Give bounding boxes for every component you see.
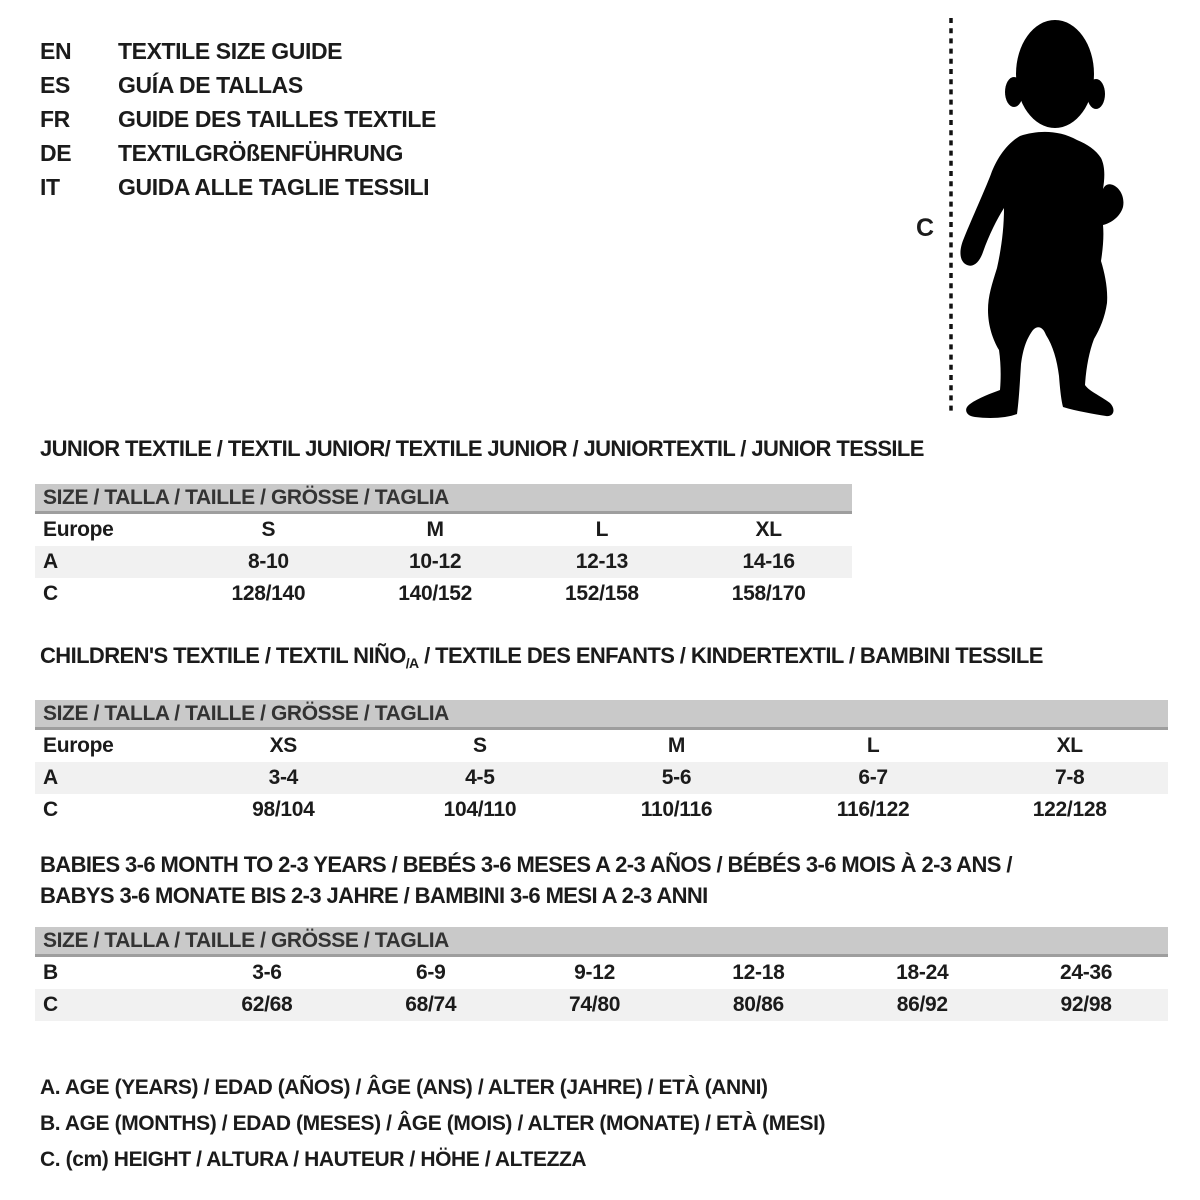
language-code: FR [40,105,70,132]
legend-line-height: C. (cm) HEIGHT / ALTURA / HAUTEUR / HÖHE / ALTEZZA [40,1148,587,1171]
size-header-label: SIZE / TALLA / TAILLE / GRÖSSE / TAGLIA [43,929,449,952]
junior-textile-section [35,436,924,610]
language-code: DE [40,139,72,166]
language-row [40,170,436,204]
table-cell: 10-12 [409,550,462,573]
table-cell: 4-5 [465,766,495,789]
table-cell: 24-36 [1059,961,1113,984]
table-cell: 62/68 [241,993,293,1016]
table-cell: 74/80 [569,993,621,1016]
language-code: IT [40,173,60,200]
language-code: ES [40,71,70,98]
language-row [40,102,436,136]
table-cell: 12-18 [732,961,785,984]
table-cell: L [595,518,609,541]
title-part: / TEXTILE DES ENFANTS / KINDERTEXTIL / BAMBINI TESSILE [418,643,1043,668]
language-row [40,136,436,170]
table-cell: XL [1056,734,1083,757]
babies-section-title-line2: BABYS 3-6 MONATE BIS 2-3 JAHRE / BAMBINI 3-6 MESI A 2-3 ANNI [40,883,708,908]
table-row-age-months [35,957,1168,989]
childrens-size-table [35,700,1168,826]
table-cell: S [261,518,276,541]
row-label: Europe [43,734,114,757]
size-header-bar [35,700,1168,730]
table-cell: M [667,734,686,757]
table-cell: 8-10 [247,550,289,573]
table-cell: 80/86 [732,993,784,1016]
figure-height-label: C [916,214,935,242]
table-cell: 14-16 [742,550,795,573]
table-cell: 3-6 [252,961,282,984]
table-cell: S [473,734,487,757]
table-cell: 158/170 [731,582,806,605]
table-cell: 122/128 [1032,798,1107,821]
childrens-textile-section [35,645,1168,826]
size-header-label: SIZE / TALLA / TAILLE / GRÖSSE / TAGLIA [43,486,449,509]
table-cell: 7-8 [1054,766,1085,789]
babies-size-table [35,927,1168,1021]
junior-section-title: JUNIOR TEXTILE / TEXTIL JUNIOR/ TEXTILE JUNIOR / JUNIORTEXTIL / JUNIOR TESSILE [40,436,924,461]
legend-line-age-years: A. AGE (YEARS) / EDAD (AÑOS) / ÂGE (ANS) / ALTER (JAHRE) / ETÀ (ANNI) [40,1076,768,1099]
table-cell: 98/104 [252,798,315,821]
table-row-height-cm [35,989,1168,1021]
language-title: GUIDA ALLE TAGLIE TESSILI [118,173,430,200]
table-row-height-cm [35,794,1168,826]
babies-section-title-line1: BABIES 3-6 MONTH TO 2-3 YEARS / BEBÉS 3-6 MESES A 2-3 AÑOS / BÉBÉS 3-6 MOIS À 2-3 ANS / [40,852,1012,877]
toddler-silhouette-figure [900,8,1160,420]
table-row-europe [35,730,1168,762]
row-label: A [43,550,58,573]
row-label: C [43,582,58,605]
table-cell: 6-7 [858,766,888,789]
junior-size-table [35,484,852,610]
language-code: EN [40,37,72,64]
row-label: Europe [43,518,114,541]
title-subscript: /A [405,655,419,671]
table-cell: 140/152 [398,582,473,605]
toddler-silhouette [960,20,1123,418]
table-cell: 18-24 [896,961,949,984]
table-cell: 152/158 [564,582,639,605]
language-title: TEXTILE SIZE GUIDE [118,37,343,64]
language-row [40,34,436,68]
table-cell: 3-4 [268,766,299,789]
row-label: C [43,993,58,1016]
table-cell: 6-9 [416,961,446,984]
row-label: C [43,798,58,821]
table-cell: 92/98 [1060,993,1112,1016]
title-part: CHILDREN'S TEXTILE / TEXTIL NIÑO [40,643,406,668]
language-title-list [40,34,436,204]
table-row-age-years [35,762,1168,794]
row-label: A [43,766,58,789]
table-cell: 5-6 [661,766,692,789]
table-row-europe [35,514,852,546]
table-row-height-cm [35,578,852,610]
row-label: B [43,961,58,984]
language-title: TEXTILGRÖßENFÜHRUNG [118,139,403,166]
size-header-bar [35,927,1168,957]
language-title: GUÍA DE TALLAS [118,71,303,98]
table-cell: L [866,734,880,757]
table-cell: XL [755,518,782,541]
size-header-label: SIZE / TALLA / TAILLE / GRÖSSE / TAGLIA [43,702,449,725]
table-cell: M [426,518,444,541]
table-cell: 86/92 [896,993,948,1016]
table-cell: 12-13 [575,550,628,573]
table-cell: 68/74 [405,993,457,1016]
table-cell: 128/140 [231,582,306,605]
babies-textile-section [35,849,1168,1021]
table-cell: 104/110 [443,798,517,821]
table-row-age-years [35,546,852,578]
table-cell: 110/116 [640,798,713,821]
legend-line-age-months: B. AGE (MONTHS) / EDAD (MESES) / ÂGE (MOIS) / ALTER (MONATE) / ETÀ (MESI) [40,1112,826,1135]
table-cell: 9-12 [574,961,615,984]
childrens-section-title [40,645,1168,674]
size-header-bar [35,484,852,514]
language-title: GUIDE DES TAILLES TEXTILE [118,105,436,132]
measurement-legend [40,1070,825,1178]
table-cell: XS [269,734,297,757]
table-cell: 116/122 [836,798,910,821]
language-row [40,68,436,102]
